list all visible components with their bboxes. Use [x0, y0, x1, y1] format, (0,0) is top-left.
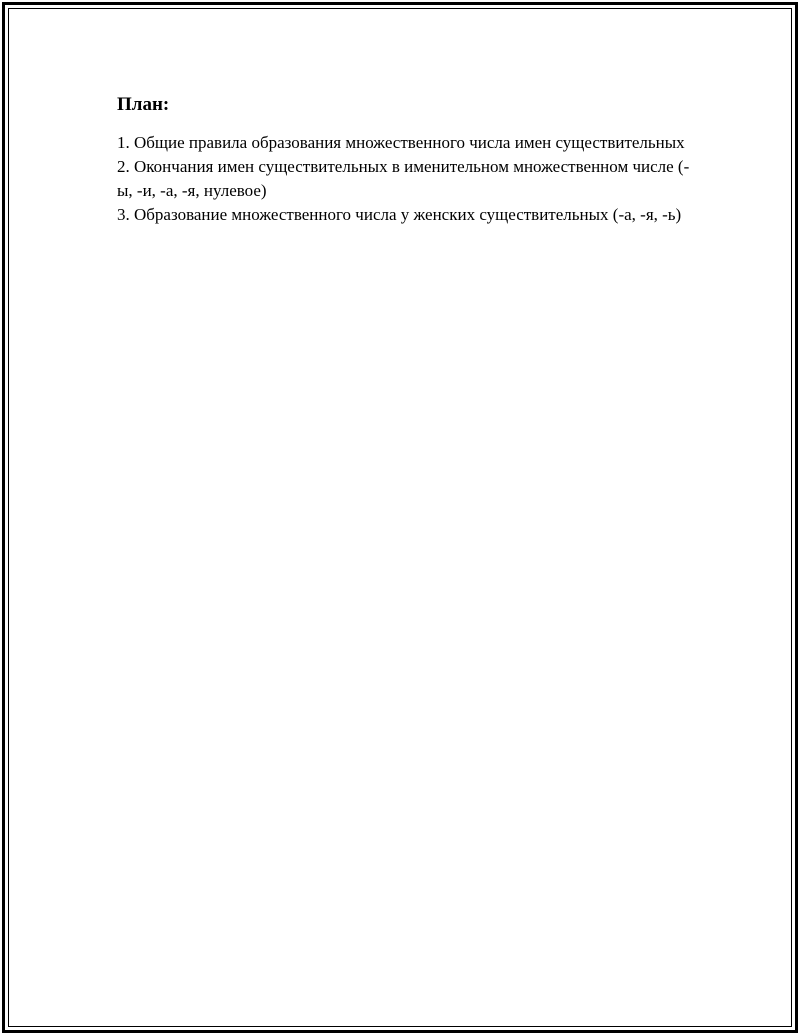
plan-heading: План:	[117, 94, 170, 115]
plan-item-1: 1. Общие правила образования множественного числа имен существительных	[117, 133, 685, 152]
plan-item-2: 2. Окончания имен существительных в именительном множественном числе (-ы, -и, -а, -я, нулевое)	[117, 157, 690, 200]
document-body	[117, 93, 697, 227]
plan-item-3: 3. Образование множественного числа у женских существительных (-а, -я, -ь)	[117, 205, 682, 224]
plan-list	[117, 131, 697, 227]
